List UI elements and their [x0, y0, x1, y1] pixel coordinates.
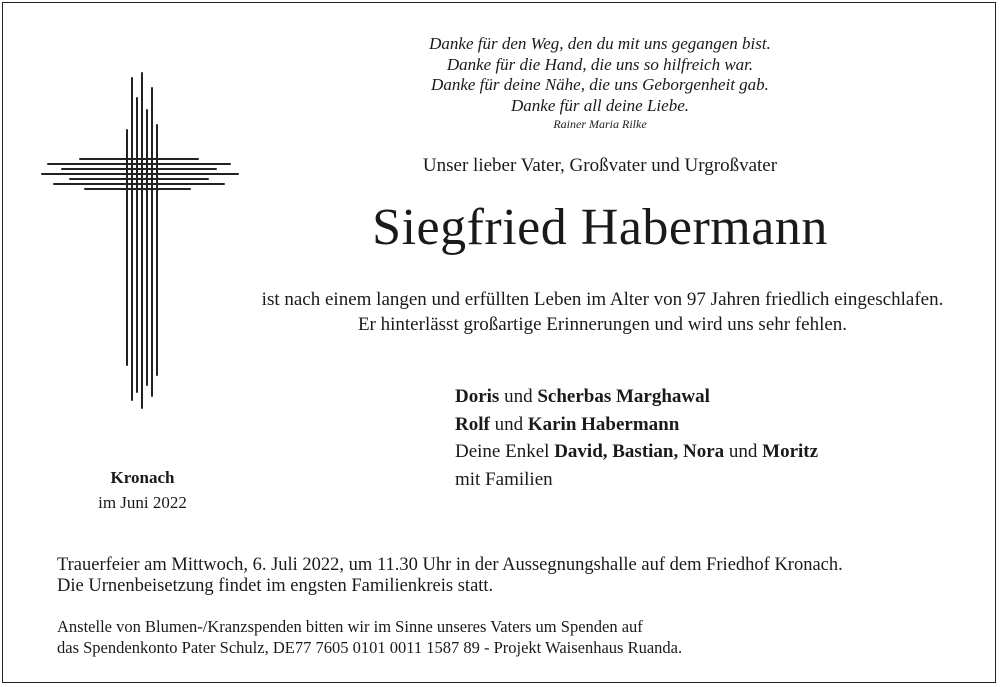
family-list [455, 383, 975, 493]
donation-info [57, 616, 977, 658]
poem [300, 34, 900, 132]
announcement-line: ist nach einem langen und erfüllten Leben im Alter von 97 Jahren friedlich eingeschlafen. [261, 289, 944, 310]
family-name: David, Bastian, Nora [554, 441, 725, 462]
funeral-line: Trauerfeier am Mittwoch, 6. Juli 2022, um 11.30 Uhr in der Aussegnungshalle auf dem Friedhof Kronach. [57, 555, 843, 575]
family-name: Moritz [762, 441, 819, 462]
poem-line: Danke für den Weg, den du mit uns gegangen bist. [429, 34, 771, 53]
family-row [455, 438, 975, 466]
donation-line: das Spendenkonto Pater Schulz, DE77 7605 0101 0011 1587 89 - Projekt Waisenhaus Ruanda. [57, 638, 683, 657]
family-conjunction: und [494, 413, 524, 435]
place-city: Kronach [110, 468, 175, 487]
funeral-line: Die Urnenbeisetzung findet im engsten Familienkreis statt. [57, 576, 494, 596]
family-row [455, 383, 975, 411]
family-row [455, 411, 975, 439]
donation-line: Anstelle von Blumen-/Kranzspenden bitten wir im Sinne unseres Vaters um Spenden auf [57, 617, 643, 636]
family-conjunction: und [504, 386, 533, 407]
deceased-name: Siegfried Habermann [372, 199, 828, 256]
poem-author: Rainer Maria Rilke [553, 117, 647, 131]
family-name: Doris [455, 386, 500, 407]
funeral-info [57, 555, 977, 597]
poem-line: Danke für die Hand, die uns so hilfreich war. [446, 54, 754, 74]
family-name: Rolf [455, 413, 490, 435]
family-name: Scherbas Marghawal [537, 386, 710, 407]
announcement-line: Er hinterlässt großartige Erinnerungen und wird uns sehr fehlen. [357, 314, 848, 335]
announcement-text [220, 287, 985, 337]
place-month: im Juni 2022 [98, 493, 187, 512]
intro-line: Unser lieber Vater, Großvater und Urgroßvater [422, 155, 778, 176]
family-prefix: Deine Enkel [455, 441, 550, 462]
poem-line: Danke für deine Nähe, die uns Geborgenheit gab. [431, 75, 769, 94]
poem-line: Danke für all deine Liebe. [511, 95, 689, 115]
cross-icon [40, 70, 242, 412]
family-conjunction: und [728, 441, 758, 462]
family-name: Karin Habermann [527, 413, 680, 435]
family-row: mit Familien [455, 468, 553, 490]
place-date [40, 465, 245, 515]
